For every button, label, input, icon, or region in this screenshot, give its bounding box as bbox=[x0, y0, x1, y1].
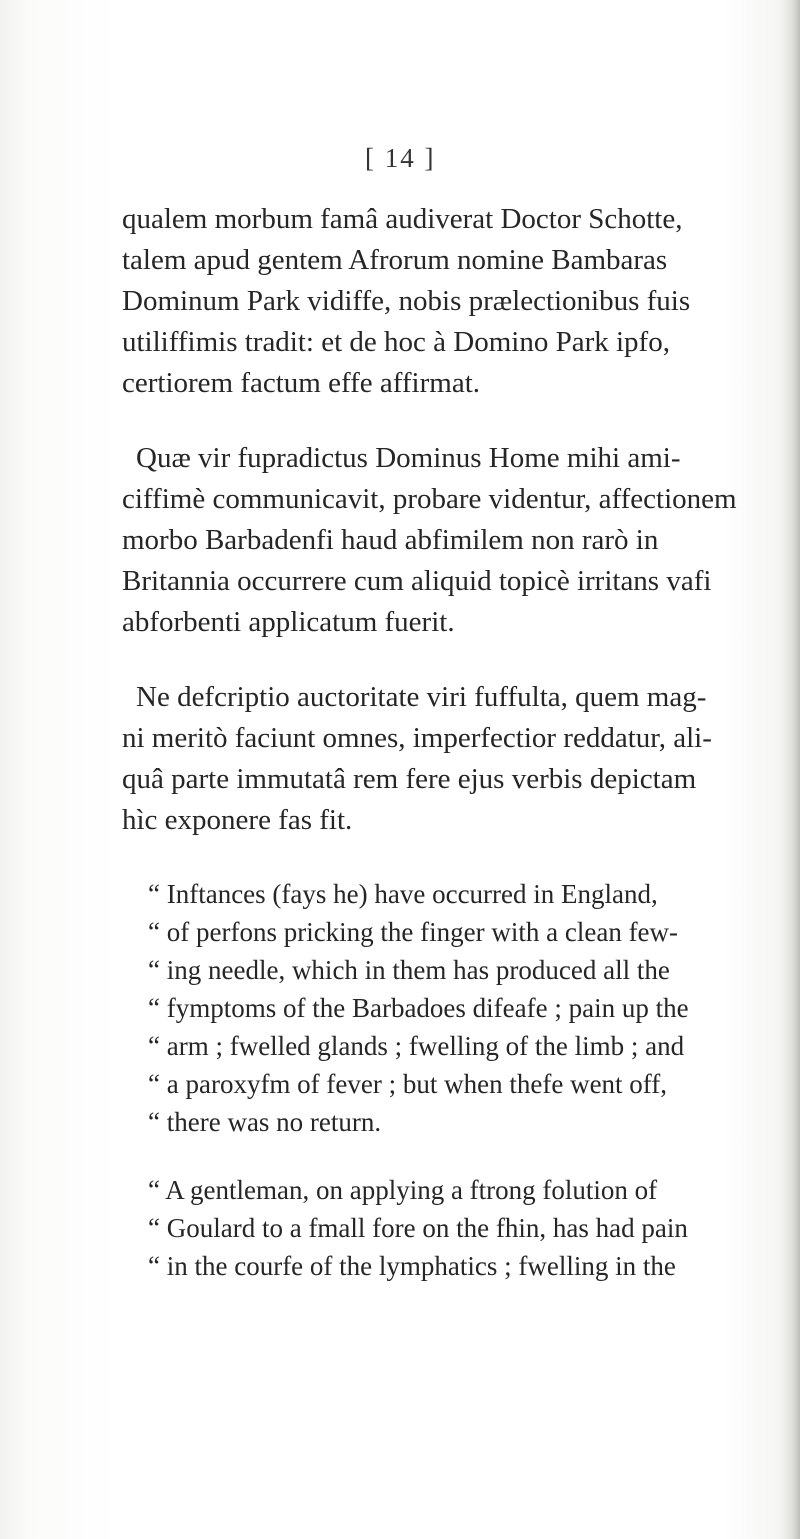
text-line: certiorem factum effe affirmat. bbox=[122, 367, 481, 399]
text-line: Quæ vir fupradictus Dominus Home mihi ami- bbox=[136, 442, 681, 474]
quote-line: “ A gentleman, on applying a ftrong folution of bbox=[148, 1175, 658, 1205]
quote-line: “ a paroxyfm of fever ; but when thefe went off, bbox=[148, 1069, 668, 1099]
page-edge-shadow bbox=[782, 0, 800, 1539]
text-line: Britannia occurrere cum aliquid topicè irritans vafi bbox=[122, 565, 712, 597]
quote-line: “ Inftances (fays he) have occurred in England, bbox=[148, 879, 658, 909]
text-line: ni meritò faciunt omnes, imperfectior reddatur, ali- bbox=[122, 722, 712, 754]
paragraph-3 bbox=[122, 677, 772, 841]
page-number: [ 14 ] bbox=[365, 143, 436, 173]
text-line: utiliffimis tradit: et de hoc à Domino Park ipfo, bbox=[122, 326, 670, 358]
quote-line: “ arm ; fwelled glands ; fwelling of the limb ; and bbox=[148, 1031, 685, 1061]
quote-line: “ fymptoms of the Barbadoes difeafe ; pain up the bbox=[148, 993, 689, 1023]
quote-line: “ there was no return. bbox=[148, 1107, 382, 1137]
text-line: morbo Barbadenfi haud abfimilem non rarò in bbox=[122, 524, 659, 556]
quote-paragraph-2 bbox=[122, 1171, 772, 1285]
quote-line: “ Goulard to a fmall fore on the fhin, has had pain bbox=[148, 1213, 688, 1243]
quote-line: “ of perfons pricking the finger with a clean few- bbox=[148, 917, 679, 947]
text-line: talem apud gentem Afrorum nomine Bambaras bbox=[122, 244, 668, 276]
paragraph-1 bbox=[122, 199, 772, 404]
paragraph-2 bbox=[122, 438, 772, 643]
page-text bbox=[122, 199, 772, 1315]
text-line: qualem morbum famâ audiverat Doctor Schotte, bbox=[122, 203, 683, 235]
text-line: hìc exponere fas fit. bbox=[122, 804, 353, 836]
quote-line: “ in the courfe of the lymphatics ; fwelling in the bbox=[148, 1251, 676, 1281]
quote-paragraph-1 bbox=[122, 875, 772, 1141]
text-line: ciffimè communicavit, probare videntur, affectionem bbox=[122, 483, 737, 515]
text-line: Dominum Park vidiffe, nobis prælectionibus fuis bbox=[122, 285, 691, 317]
quote-line: “ ing needle, which in them has produced all the bbox=[148, 955, 670, 985]
text-line: quâ parte immutatâ rem fere ejus verbis depictam bbox=[122, 763, 697, 795]
text-line: Ne defcriptio auctoritate viri fuffulta, quem mag- bbox=[136, 681, 707, 713]
text-line: abforbenti applicatum fuerit. bbox=[122, 606, 455, 638]
